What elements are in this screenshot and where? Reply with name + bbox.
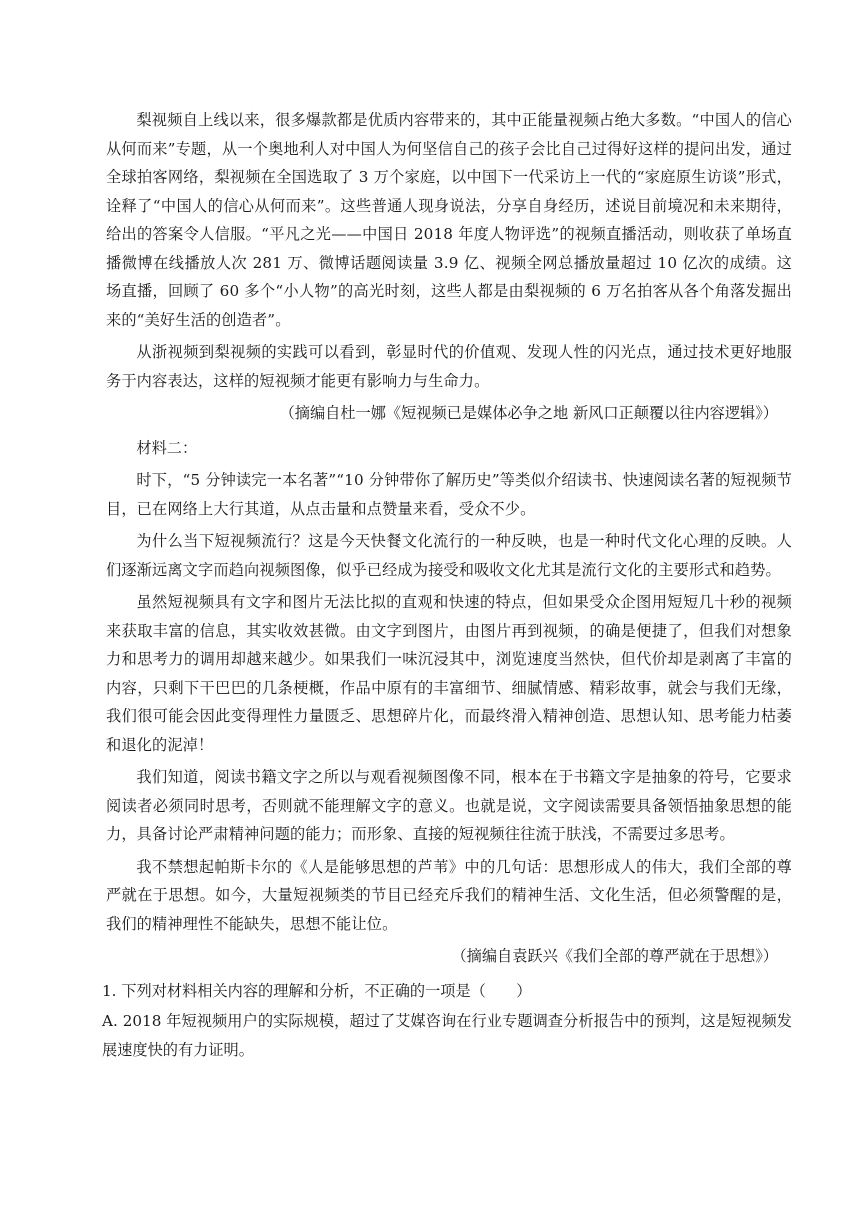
material-label: 材料二： <box>136 438 198 457</box>
paragraph: 时下，“5 分钟读完一本名著”“10 分钟带你了解历史”等类似介绍读书、快速阅读名著的短视频节目，已在网络上大行其道，从点击量和点赞量来看，受众不少。 <box>106 471 792 518</box>
document-page <box>102 106 792 1064</box>
answer-option-a: A. 2018 年短视频用户的实际规模，超过了艾媒咨询在行业专题调查分析报告中的预判，这是短视频发展速度快的有力证明。 <box>102 1012 792 1059</box>
paragraph: 虽然短视频具有文字和图片无法比拟的直观和快速的特点，但如果受众企图用短短几十秒的视频来获取丰富的信息，其实收效甚微。由文字到图片，由图片再到视频，的确是便捷了，但我们对想象力和思考力的调用却越来越少。如果我们一味沉浸其中，浏览速度当然快，但代价却是剥离了丰富的内容，只剩下干巴巴的几条梗概，作品中原有的丰富细节、细腻情感、精彩故事，就会与我们无缘，我们很可能会因此变得理性力量匮乏、思想碎片化，而最终滑入精神创造、思想认知、思考能力枯萎和退化的泥淖！ <box>106 593 792 754</box>
question-stem: 1. 下列对材料相关内容的理解和分析，不正确的一项是（ ） <box>102 981 532 1000</box>
paragraph: 为什么当下短视频流行？这是今天快餐文化流行的一种反映，也是一种时代文化心理的反映。人们逐渐远离文字而趋向视频图像，似乎已经成为接受和吸收文化尤其是流行文化的主要形式和趋势。 <box>106 532 792 579</box>
paragraph: 从浙视频到梨视频的实践可以看到，彰显时代的价值观、发现人性的闪光点，通过技术更好地服务于内容表达，这样的短视频才能更有影响力与生命力。 <box>106 343 792 390</box>
paragraph: 我不禁想起帕斯卡尔的《人是能够思想的芦苇》中的几句话：思想形成人的伟大，我们全部的尊严就在于思想。如今，大量短视频类的节目已经充斥我们的精神生活、文化生活，但必须警醒的是，我们的精神理性不能缺失，思想不能让位。 <box>106 857 792 933</box>
paragraph: 梨视频自上线以来，很多爆款都是优质内容带来的，其中正能量视频占绝大多数。“中国人的信心从何而来”专题，从一个奥地利人对中国人为何坚信自己的孩子会比自己过得好这样的提问出发，通过全球拍客网络，梨视频在全国选取了 3 万个家庭，以中国下一代采访上一代的“家庭原生访谈”形式，诠释了“中国人的信心从何而来”。这些普通人现身说法，分享自身经历，述说目前境况和未来期待，给出的答案令人信服。“平凡之光——中国日 2018 年度人物评选”的视频直播活动，则收获了单场直播微博在线播放人次 281 万、微博话题阅读量 3.9 亿、视频全网总播放量超过 10 亿次的成绩。这场直播，回顾了 60 多个“小人物”的高光时刻，这些人都是由梨视频的 6 万名拍客从各个角落发掘出来的“美好生活的创造者”。 <box>106 111 792 329</box>
paragraph: 我们知道，阅读书籍文字之所以与观看视频图像不同，根本在于书籍文字是抽象的符号，它要求阅读者必须同时思考，否则就不能理解文字的意义。也就是说，文字阅读需要具备领悟抽象思想的能力，具备讨论严肃精神问题的能力；而形象、直接的短视频往往流于肤浅，不需要过多思考。 <box>106 768 792 843</box>
source-citation: （摘编自杜一娜《短视频已是媒体必争之地 新风口正颠覆以往内容逻辑》） <box>279 404 778 422</box>
source-citation: （摘编自袁跃兴《我们全部的尊严就在于思想》） <box>451 947 778 965</box>
